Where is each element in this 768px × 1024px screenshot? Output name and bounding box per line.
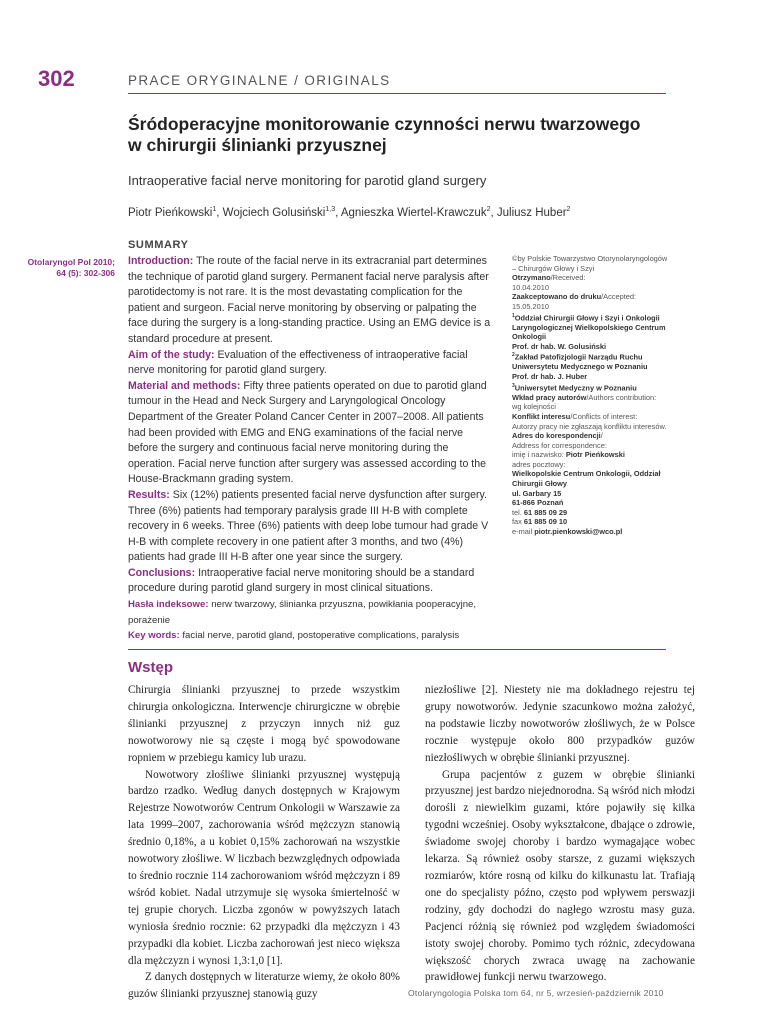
title-line-1: Śródoperacyjne monitorowanie czynności nerwu twarzowego: [128, 114, 641, 134]
affiliation-1: [512, 312, 717, 323]
abstract-label: Conclusions:: [128, 566, 196, 579]
postal-label: adres pocztowy:: [512, 459, 566, 469]
affiliation-text: Uniwersytet Medyczny w Poznaniu: [514, 383, 637, 393]
accepted-label: [512, 292, 717, 302]
field-label: e-mail: [512, 527, 533, 537]
page-footer: Otolaryngologia Polska tom 64, nr 5, wrzesień-październik 2010: [408, 988, 664, 998]
abstract-label: Key words:: [128, 630, 180, 642]
author-name: Juliusz Huber: [496, 206, 567, 219]
fax: [512, 517, 717, 527]
correspondent-name: [512, 450, 717, 460]
section-divider: [128, 649, 666, 650]
address-line: Wielkopolskie Centrum Onkologii, Oddział: [512, 469, 661, 479]
address-line: Chirurgii Głowy: [512, 479, 568, 489]
abstract-label: Results:: [128, 488, 170, 501]
section-heading: Wstęp: [128, 659, 173, 676]
conflict-label: [512, 412, 717, 422]
phone: [512, 508, 717, 518]
abstract-methods: [128, 379, 495, 488]
abstract-text: The route of the facial nerve in its extracranial part determines the technique of parotid gland surgery. Permanent facial nerve paralysis after parotidectomy is not rare. It is the most devastating complication for the patient and surgeon. Facial nerve monitoring by observing or palpating the face during the surgery is a long-standing practice. Using an EMG device is a standard procedure at present.: [128, 255, 491, 345]
keywords-english: [128, 628, 495, 644]
received-date: 10.04.2010: [512, 282, 549, 292]
author-affiliation: 2: [566, 206, 571, 213]
correspondence-label: [512, 431, 717, 441]
abstract-label: Aim of the study:: [128, 348, 215, 361]
received-label: [512, 273, 717, 283]
abstract-aim: [128, 348, 495, 379]
article-info-sidebar: [512, 254, 717, 537]
body-paragraph: Nowotwory złośliwe ślinianki przyusznej występują bardzo rzadko. Według danych dostępnych w Krajowym Rejestrze Nowotworów Centrum Onkologii w Warszawie za lata 1999–2007, zachorowania wśród mężczyzn stanowią średnio 0,18%, a u kobiet 0,15% zachorowań na wszystkie nowotwory złośliwe. W liczbach bezwzględnych odpowiada to średnio rocznie 114 zachorowaniom wśród mężczyzn i 89 wśród kobiet. Nadal utrzymuje się wysoka śmiertelność w tej grupie chorych. Liczba zgonów w powyższych latach wyniosła średnio rocznie: 62 przypadki dla mężczyzn i 43 przypadki dla kobiet. Liczba zachorowań jest nieco większa dla mężczyzn i wynosi 1,3:1,0 [1].: [128, 768, 400, 967]
abstract-label: Hasła indeksowe:: [128, 599, 209, 611]
abstract-text: facial nerve, parotid gland, postoperative complications, paralysis: [182, 630, 460, 642]
affiliation-line: Onkologii: [512, 332, 547, 342]
label-en: /Received:: [550, 273, 586, 283]
affiliation-line: Laryngologicznej Wielkopolskiego Centrum: [512, 322, 666, 332]
address-line: ul. Garbary 15: [512, 488, 562, 498]
abstract-conclusions: [128, 566, 495, 597]
author-list: Piotr Pieńkowski$^1$, Wojciech Golusiński$^{1,3}$, Agnieszka Wiertel-Krawczuk$^2$, Juliusz Huber$^2$: [128, 206, 571, 219]
body-paragraph: Grupa pacjentów z guzem w obrębie ślinianki przyusznej jest bardzo niejednorodna. Są wśród nich młodzi dorośli z niewielkim guzami, które pojawiły się kilka tygodni wcześniej. Osoby wykształcone, dbające o zdrowie, świadome swojej choroby i bardzo wymagające wobec lekarza. Są również osoby starsze, z guzami większych rozmiarów, które rosną od kilku do kilkunastu lat. Trafiają one do specjalisty późno, często pod wpływem perswazji rodziny, gdy dochodzi do nagłego wzrostu masy guza. Pacjenci różnią się również pod względem świadomości istoty swojej choroby. Pomimo tych różnic, zdecydowana większość chorych zwraca uwagę na zachowanie prawidłowej funkcji nerwu twarzowego.: [425, 768, 695, 984]
header-divider: [128, 93, 666, 94]
title-line-2: w chirurgii ślinianki przyusznej: [128, 135, 387, 155]
author-affiliation: 2: [486, 206, 491, 213]
label-en: /: [600, 431, 603, 441]
author-affiliation: 1,3: [325, 206, 336, 213]
summary-heading: SUMMARY: [128, 239, 189, 251]
contribution-value: wg kolejności: [512, 402, 556, 412]
journal-citation-line: 64 (5): 302-306: [56, 268, 115, 278]
affiliation-text: Zakład Patofizjologii Narządu Ruchu: [514, 352, 643, 362]
journal-citation: [18, 257, 115, 279]
label-en: /Accepted:: [601, 292, 637, 302]
english-title: Intraoperative facial nerve monitoring for parotid gland surgery: [128, 173, 487, 188]
body-paragraph: Z danych dostępnych w literaturze wiemy, że około 80% guzów ślinianki przyusznej stanowią guzy: [128, 971, 400, 1001]
author-name: Wojciech Golusiński: [222, 206, 326, 219]
correspondence-label-en: Address for correspondence:: [512, 440, 607, 450]
abstract-text: Evaluation of the effectiveness of intraoperative facial nerve monitoring for parotid gland surgery.: [128, 348, 468, 377]
label-en: /Conflicts of interest:: [570, 411, 638, 421]
field-value: Piotr Pieńkowski: [565, 450, 625, 460]
label-pl: Otrzymano: [512, 273, 551, 283]
affiliation-line: Uniwersytetu Medycznego w Poznaniu: [512, 362, 648, 372]
label-pl: Zaakceptowano do druku: [512, 292, 602, 302]
affiliation-number: 1: [512, 312, 515, 319]
body-paragraph: niezłośliwe [2]. Niestety nie ma dokładnego rejestru tej grupy nowotworów. Jedynie szacunkowo można założyć, na podstawie liczby nowotworów złośliwych, że w Polsce rocznie występuje około 800 przypadków guzów niezłośliwych w obrębie ślinianki przyusznej.: [425, 684, 695, 764]
body-column-left: [128, 682, 400, 1003]
abstract-introduction: [128, 254, 495, 348]
abstract-text: nerw twarzowy, ślinianka przyuszna, powikłania pooperacyjne, porażenie: [128, 599, 477, 626]
abstract-text: Fifty three patients operated on due to parotid gland tumour in the Head and Neck Surgery and Laryngological Oncology Department of the Greater Poland Cancer Center in 2007–2008. All patients had been provided with EMG and ENG examinations of the facial nerve before the surgery and continuous facial nerve monitoring during the operation. Facial nerve function after surgery was assessed according to the House-Brackmann grading system.: [128, 379, 487, 486]
field-value: 61 885 09 10: [523, 517, 568, 527]
field-value: 61 885 09 29: [523, 507, 568, 517]
label-pl: Adres do korespondencji: [512, 431, 601, 441]
field-label: imię i nazwisko:: [512, 450, 564, 460]
field-label: fax: [512, 517, 522, 527]
abstract-results: [128, 488, 495, 566]
author-name: Piotr Pieńkowski: [128, 206, 213, 219]
keywords-polish: [128, 597, 495, 628]
address-line: 61-866 Poznań: [512, 498, 564, 508]
affiliation-head: Prof. dr hab. W. Golusiński: [512, 341, 607, 351]
author-name: Agnieszka Wiertel-Krawczuk: [340, 206, 487, 219]
section-label: PRACE ORYGINALNE / ORIGINALS: [128, 73, 391, 88]
affiliation-3: [512, 382, 717, 393]
accepted-date: 15.05.2010: [512, 301, 549, 311]
affiliation-head: Prof. dr hab. J. Huber: [512, 372, 588, 382]
contribution-label: [512, 393, 717, 403]
author-affiliation: 1: [212, 206, 217, 213]
label-en: /Authors contribution:: [586, 392, 657, 402]
label-pl: Konflikt interesu: [512, 411, 571, 421]
journal-citation-line: Otolaryngol Pol 2010;: [27, 257, 115, 267]
conflict-value: Autorzy pracy nie zgłaszają konfliktu interesów.: [512, 421, 667, 431]
body-column-right: [425, 682, 695, 986]
affiliation-2: [512, 351, 717, 362]
abstract: [128, 254, 495, 644]
affiliation-number: 3: [512, 382, 515, 389]
article-title: [128, 114, 668, 156]
copyright-line: – Chirurgów Głowy i Szyi: [512, 263, 595, 273]
email: [512, 527, 717, 537]
page-number: 302: [38, 66, 75, 91]
label-pl: Wkład pracy autorów: [512, 392, 587, 402]
abstract-label: Introduction:: [128, 255, 194, 267]
field-label: tel.: [512, 507, 522, 517]
body-paragraph: Chirurgia ślinianki przyusznej to przede wszystkim chirurgia onkologiczna. Interwencje chirurgiczne w obrębie ślinianki przyusznej z przyczyn innych niż guz nowotworowy nie są częste i mogą być spowodowane ropniem w przebiegu kamicy lub urazu.: [128, 684, 400, 764]
abstract-text: Six (12%) patients presented facial nerve dysfunction after surgery. Three (6%) patients had temporary paralysis grade III H-B with complete recovery in 6 weeks. Three (6%) patients with deep lobe tumour had grade V H-B with complete recovery in one patient after 3 months, and two (4%) patients had grade III H-B after one year since the surgery.: [128, 488, 489, 564]
email-link[interactable]: piotr.pienkowski@wco.pl: [534, 527, 623, 537]
affiliation-text: Oddział Chirurgii Głowy i Szyi i Onkologii: [514, 313, 660, 323]
affiliation-number: 2: [512, 352, 515, 359]
abstract-label: Material and methods:: [128, 379, 241, 392]
abstract-text: Intraoperative facial nerve monitoring should be a standard procedure during parotid gland surgery in most clinical situations.: [128, 566, 475, 595]
copyright-line: ©by Polskie Towarzystwo Otorynolaryngologów: [512, 254, 668, 263]
